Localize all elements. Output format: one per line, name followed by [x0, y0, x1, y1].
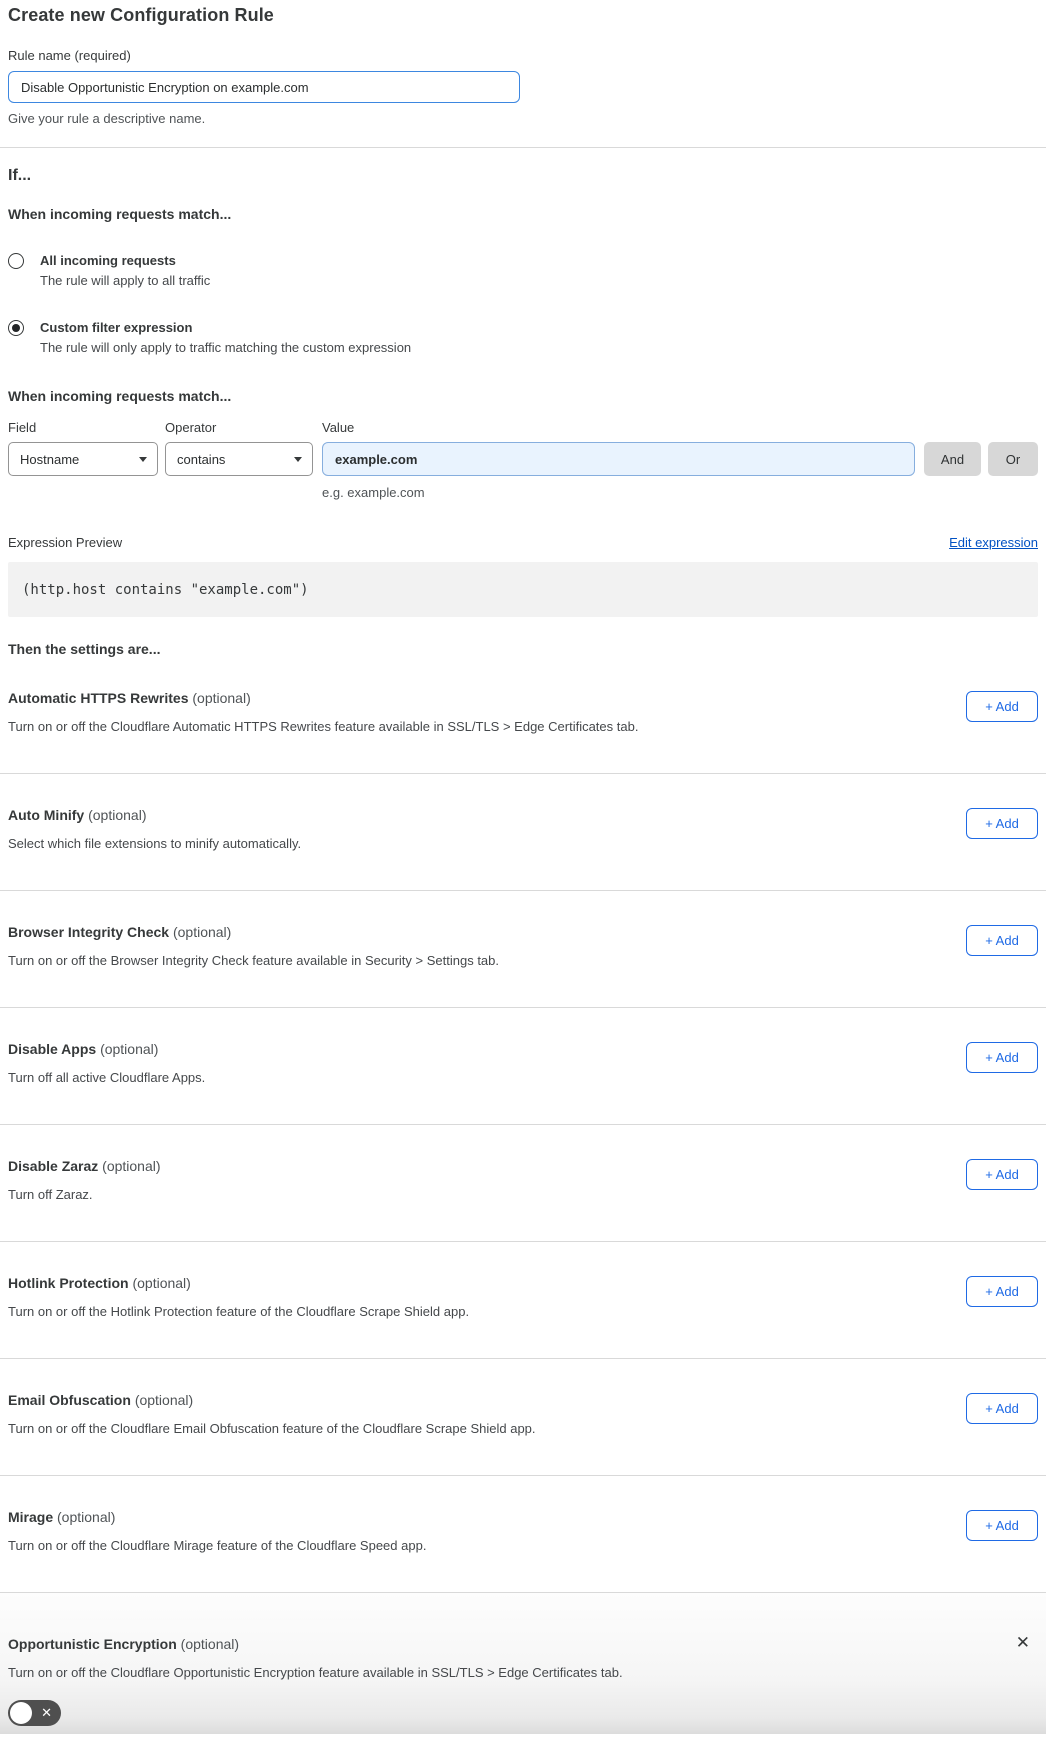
- field-select[interactable]: [8, 442, 158, 476]
- setting-section: [0, 657, 1046, 773]
- setting-optional: (optional): [100, 1041, 159, 1057]
- operator-select-value: contains: [177, 451, 226, 467]
- setting-optional: (optional): [134, 1392, 194, 1408]
- radio-icon[interactable]: [8, 253, 24, 269]
- chevron-down-icon: [139, 457, 147, 462]
- setting-optional: (optional): [88, 807, 147, 823]
- setting-section: [0, 1242, 1046, 1358]
- setting-optional: (optional): [172, 924, 232, 940]
- radio-icon[interactable]: [8, 320, 24, 336]
- radio-option-all-requests[interactable]: [8, 252, 1038, 290]
- operator-column-label: Operator: [165, 420, 217, 435]
- expression-preview-box: [8, 562, 1038, 617]
- setting-description: Turn on or off the Hotlink Protection feature of the Cloudflare Scrape Shield app.: [8, 1304, 470, 1319]
- opportunistic-encryption-toggle[interactable]: [8, 1700, 61, 1726]
- rule-name-help: Give your rule a descriptive name.: [8, 111, 206, 126]
- toggle-off-x-icon: ✕: [41, 1705, 52, 1721]
- operator-select[interactable]: [165, 442, 313, 476]
- value-column-label: Value: [322, 420, 355, 435]
- field-select-value: Hostname: [20, 451, 80, 467]
- top-divider: [0, 147, 1046, 148]
- add-button[interactable]: + Add: [966, 1276, 1038, 1307]
- setting-name: Opportunistic Encryption: [8, 1636, 177, 1652]
- setting-name: Auto Minify: [8, 807, 85, 823]
- add-button[interactable]: + Add: [966, 808, 1038, 839]
- field-column-label: Field: [8, 420, 37, 435]
- setting-section: [0, 1125, 1046, 1241]
- settings-heading: Then the settings are...: [8, 641, 161, 657]
- add-button[interactable]: + Add: [966, 691, 1038, 722]
- setting-section: [0, 774, 1046, 890]
- value-input[interactable]: [322, 442, 915, 476]
- setting-description: Turn off Zaraz.: [8, 1187, 93, 1202]
- add-button[interactable]: + Add: [966, 1393, 1038, 1424]
- radio-label: Custom filter expression: [40, 320, 193, 335]
- value-help-text: e.g. example.com: [322, 485, 425, 500]
- setting-name: Mirage: [8, 1509, 54, 1525]
- setting-description: Turn on or off the Cloudflare Email Obfuscation feature of the Cloudflare Scrape Shield app.: [8, 1421, 536, 1436]
- settings-list: [0, 657, 1046, 1593]
- rule-name-input[interactable]: [8, 71, 520, 103]
- setting-name: Disable Zaraz: [8, 1158, 99, 1174]
- setting-optional: (optional): [57, 1509, 116, 1525]
- page-title: Create new Configuration Rule: [8, 5, 274, 25]
- radio-description: The rule will apply to all traffic: [40, 273, 211, 288]
- toggle-knob: [10, 1702, 32, 1724]
- setting-optional: (optional): [180, 1636, 240, 1652]
- close-icon[interactable]: ✕: [1008, 1635, 1038, 1651]
- if-heading: If...: [8, 167, 32, 184]
- add-button[interactable]: + Add: [966, 1159, 1038, 1190]
- setting-section: [0, 1359, 1046, 1475]
- radio-label: All incoming requests: [40, 253, 176, 268]
- setting-description: Turn on or off the Cloudflare Opportunistic Encryption feature available in SSL/TLS > Edge Certificates tab.: [8, 1665, 623, 1680]
- setting-name: Disable Apps: [8, 1041, 97, 1057]
- incoming-requests-match-heading: When incoming requests match...: [8, 206, 232, 222]
- setting-optional: (optional): [102, 1158, 161, 1174]
- add-button[interactable]: + Add: [966, 1042, 1038, 1073]
- filter-builder-heading: When incoming requests match...: [8, 388, 232, 404]
- setting-optional: (optional): [132, 1275, 191, 1291]
- setting-description: Select which file extensions to minify automatically.: [8, 836, 302, 851]
- add-button[interactable]: + Add: [966, 925, 1038, 956]
- edit-expression-link[interactable]: Edit expression: [949, 535, 1038, 550]
- setting-name: Browser Integrity Check: [8, 924, 170, 940]
- setting-section: [0, 891, 1046, 1007]
- expression-preview-label: Expression Preview: [8, 535, 123, 550]
- or-button[interactable]: Or: [988, 442, 1038, 476]
- setting-name: Automatic HTTPS Rewrites: [8, 690, 189, 706]
- and-button[interactable]: And: [924, 442, 981, 476]
- radio-option-custom-filter[interactable]: [8, 319, 1038, 357]
- setting-description: Turn on or off the Cloudflare Mirage feature of the Cloudflare Speed app.: [8, 1538, 427, 1553]
- rule-name-label: Rule name (required): [8, 48, 131, 63]
- setting-optional: (optional): [192, 690, 251, 706]
- setting-description: Turn off all active Cloudflare Apps.: [8, 1070, 206, 1085]
- setting-name: Hotlink Protection: [8, 1275, 129, 1291]
- setting-section-opportunistic-encryption: [0, 1593, 1046, 1734]
- setting-section: [0, 1008, 1046, 1124]
- setting-section: [0, 1476, 1046, 1592]
- expression-text: (http.host contains "example.com"): [22, 581, 309, 598]
- setting-name: Email Obfuscation: [8, 1392, 131, 1408]
- chevron-down-icon: [294, 457, 302, 462]
- radio-description: The rule will only apply to traffic matching the custom expression: [40, 340, 412, 355]
- setting-description: Turn on or off the Cloudflare Automatic HTTPS Rewrites feature available in SSL/TLS > Edge Certificates tab.: [8, 719, 639, 734]
- setting-description: Turn on or off the Browser Integrity Check feature available in Security > Settings tab.: [8, 953, 500, 968]
- add-button[interactable]: + Add: [966, 1510, 1038, 1541]
